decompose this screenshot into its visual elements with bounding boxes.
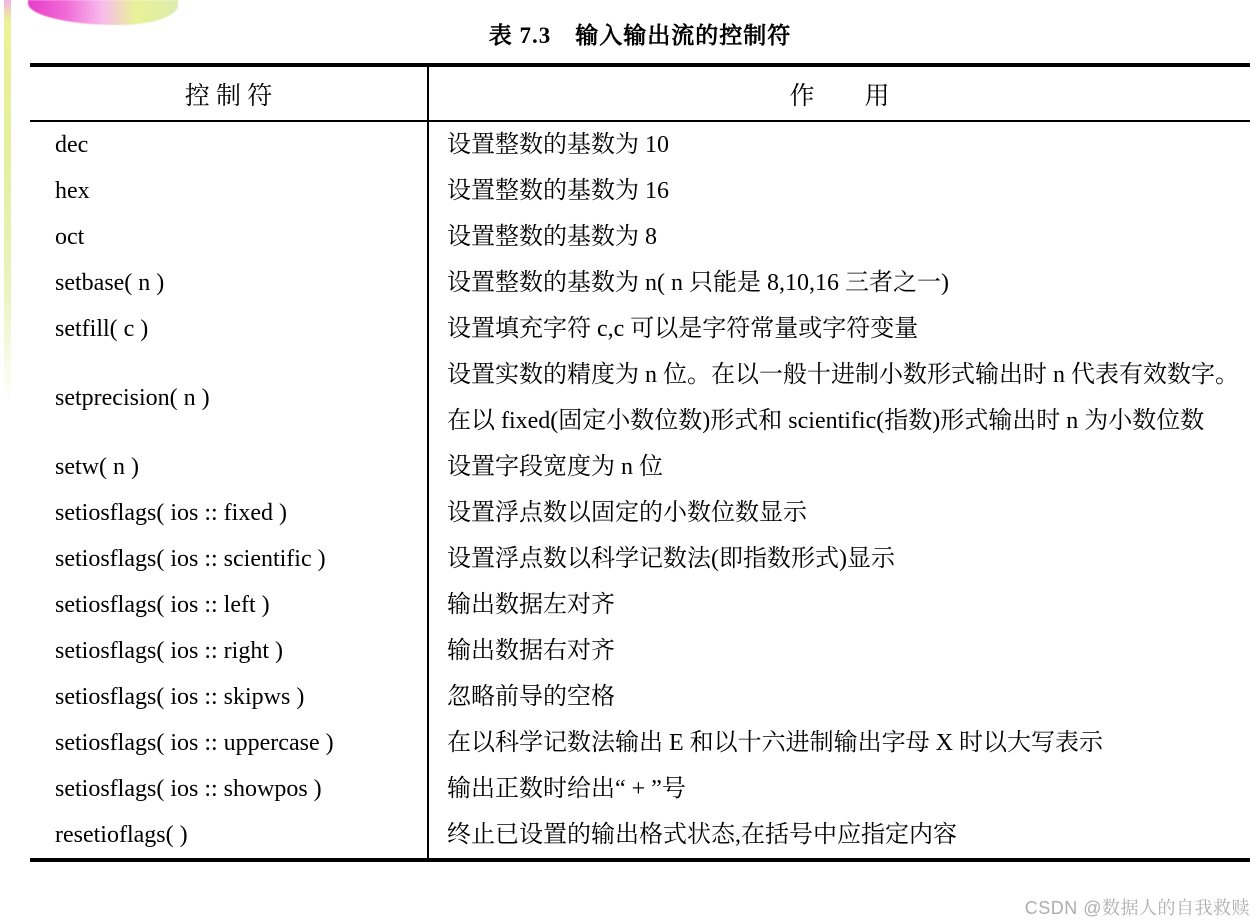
effect-cell: 设置字段宽度为 n 位	[447, 454, 663, 480]
table-row	[30, 490, 1250, 536]
effect-cell: 输出数据右对齐	[447, 638, 615, 664]
effect-cell: 设置整数的基数为 n( n 只能是 8,10,16 三者之一)	[447, 270, 949, 296]
table-row	[30, 168, 1250, 214]
manipulator-cell: dec	[30, 121, 428, 168]
manipulator-cell: setiosflags( ios :: fixed )	[30, 490, 428, 536]
manipulator-cell: setiosflags( ios :: right )	[30, 628, 428, 674]
table-row	[30, 352, 1250, 444]
manipulator-cell: setw( n )	[30, 444, 428, 490]
manipulator-cell: setbase( n )	[30, 260, 428, 306]
table-row	[30, 674, 1250, 720]
table-row	[30, 536, 1250, 582]
manipulator-cell: resetioflags( )	[30, 812, 428, 860]
watermark-text: CSDN @数据人的自我救赎	[1024, 898, 1250, 918]
manipulator-cell: hex	[30, 168, 428, 214]
effect-cell: 忽略前导的空格	[447, 684, 615, 710]
effect-cell: 设置整数的基数为 16	[447, 178, 669, 204]
header-row	[30, 65, 1250, 121]
document-page	[30, 0, 1250, 862]
table-body	[30, 121, 1250, 860]
effect-cell: 终止已设置的输出格式状态,在括号中应指定内容	[447, 822, 957, 848]
manipulator-cell: setfill( c )	[30, 306, 428, 352]
effect-cell: 设置整数的基数为 10	[447, 132, 669, 158]
table-header	[30, 65, 1250, 121]
effect-cell: 设置整数的基数为 8	[447, 224, 657, 250]
manipulator-cell: setiosflags( ios :: left )	[30, 582, 428, 628]
page-edge-scan-strip	[4, 0, 11, 405]
effect-cell: 设置浮点数以科学记数法(即指数形式)显示	[447, 546, 895, 572]
table-row	[30, 214, 1250, 260]
effect-cell: 输出正数时给出“ + ”号	[447, 776, 686, 802]
table-row	[30, 306, 1250, 352]
manipulator-cell: setprecision( n )	[30, 352, 428, 444]
table-row	[30, 582, 1250, 628]
manipulator-cell: setiosflags( ios :: showpos )	[30, 766, 428, 812]
table-row	[30, 260, 1250, 306]
table-row	[30, 121, 1250, 168]
table-row	[30, 444, 1250, 490]
column-header-manipulator: 控 制 符	[30, 65, 428, 121]
effect-cell: 设置浮点数以固定的小数位数显示	[447, 500, 807, 526]
table-row	[30, 720, 1250, 766]
effect-cell: 输出数据左对齐	[447, 592, 615, 618]
table-row	[30, 628, 1250, 674]
effect-cell: 设置填充字符 c,c 可以是字符常量或字符变量	[447, 316, 919, 342]
manipulator-cell: setiosflags( ios :: skipws )	[30, 674, 428, 720]
table-row	[30, 812, 1250, 860]
manipulator-cell: setiosflags( ios :: uppercase )	[30, 720, 428, 766]
table-row	[30, 766, 1250, 812]
effect-cell: 设置实数的精度为 n 位。在以一般十进制小数形式输出时 n 代表有效数字。在以 fixed(固定小数位数)形式和 scientific(指数)形式输出时 n 为小数位数	[447, 362, 1239, 434]
manipulator-cell: setiosflags( ios :: scientific )	[30, 536, 428, 582]
column-header-effect: 作 用	[428, 65, 1250, 121]
manipulator-cell: oct	[30, 214, 428, 260]
manipulator-table	[30, 63, 1250, 862]
effect-cell: 在以科学记数法输出 E 和以十六进制输出字母 X 时以大写表示	[447, 730, 1103, 756]
table-title: 表 7.3 输入输出流的控制符	[488, 23, 792, 48]
